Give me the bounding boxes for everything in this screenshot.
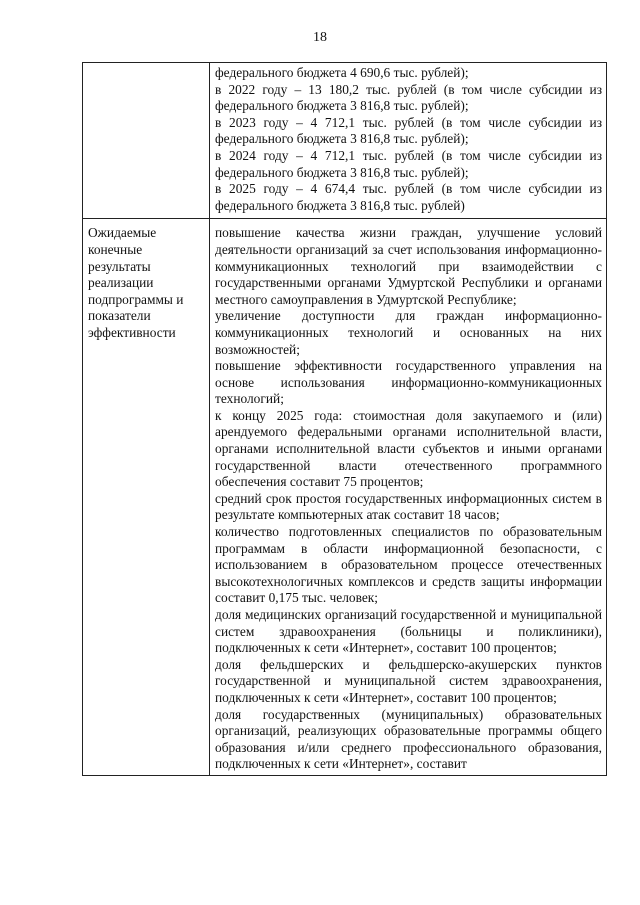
passport-table	[82, 62, 607, 776]
table-row	[83, 219, 607, 776]
text-paragraph: в 2025 году – 4 674,4 тыс. рублей (в том числе субсидии из федерального бюджета 3 816,8 тыс. рублей)	[215, 181, 602, 213]
row-label	[83, 63, 210, 219]
row-label: Ожидаемые конечные результаты реализации подпрограммы и показатели эффективности	[83, 219, 210, 776]
text-paragraph: количество подготовленных специалистов по образовательным программам в области информационной безопасности, с использованием в образовательном процессе отечественных высокотехнологичных комплексов и средств защиты информации составит 0,175 тыс. человек;	[215, 524, 602, 606]
table-row	[83, 63, 607, 219]
text-paragraph: доля фельдшерских и фельдшерско-акушерских пунктов государственной и муниципальной систем здравоохранения, подключенных к сети «Интернет», составит 100 процентов;	[215, 656, 602, 705]
text-paragraph: повышение эффективности государственного управления на основе использования информационно-коммуникационных технологий;	[215, 358, 602, 407]
page-number: 18	[313, 30, 327, 45]
row-content	[210, 63, 607, 219]
text-paragraph: увеличение доступности для граждан информационно-коммуникационных технологий и основанных на них возможностей;	[215, 308, 602, 357]
row-content	[210, 219, 607, 776]
text-paragraph: повышение качества жизни граждан, улучшение условий деятельности организаций за счет использования информационно-коммуникационных технологий при взаимодействии с государственными органами Удмуртской Республики и органами местного самоуправления в Удмуртской Республике;	[215, 225, 602, 307]
text-paragraph: доля государственных (муниципальных) образовательных организаций, реализующих образовательные программы общего образования и/или среднего профессионального образования, подключенных к сети «Интернет», составит	[215, 706, 602, 772]
text-paragraph: к концу 2025 года: стоимостная доля закупаемого и (или) арендуемого федеральными органами исполнительной власти, органами исполнительной власти субъектов и иными органами государственной власти отечественного программного обеспечения составит 75 процентов;	[215, 407, 602, 490]
text-paragraph: в 2024 году – 4 712,1 тыс. рублей (в том числе субсидии из федерального бюджета 3 816,8 тыс. рублей);	[215, 147, 602, 180]
text-paragraph: доля медицинских организаций государственной и муниципальной систем здравоохранения (больницы и поликлиники), подключенных к сети «Интернет», составит 100 процентов;	[215, 607, 602, 656]
text-paragraph: средний срок простоя государственных информационных систем в результате компьютерных атак составит 18 часов;	[215, 490, 602, 523]
text-paragraph: в 2023 году – 4 712,1 тыс. рублей (в том числе субсидии из федерального бюджета 3 816,8 тыс. рублей);	[215, 114, 602, 147]
text-paragraph: в 2022 году – 13 180,2 тыс. рублей (в том числе субсидии из федерального бюджета 3 816,8 тыс. рублей);	[215, 81, 602, 114]
text-paragraph: федерального бюджета 4 690,6 тыс. рублей);	[215, 65, 469, 80]
